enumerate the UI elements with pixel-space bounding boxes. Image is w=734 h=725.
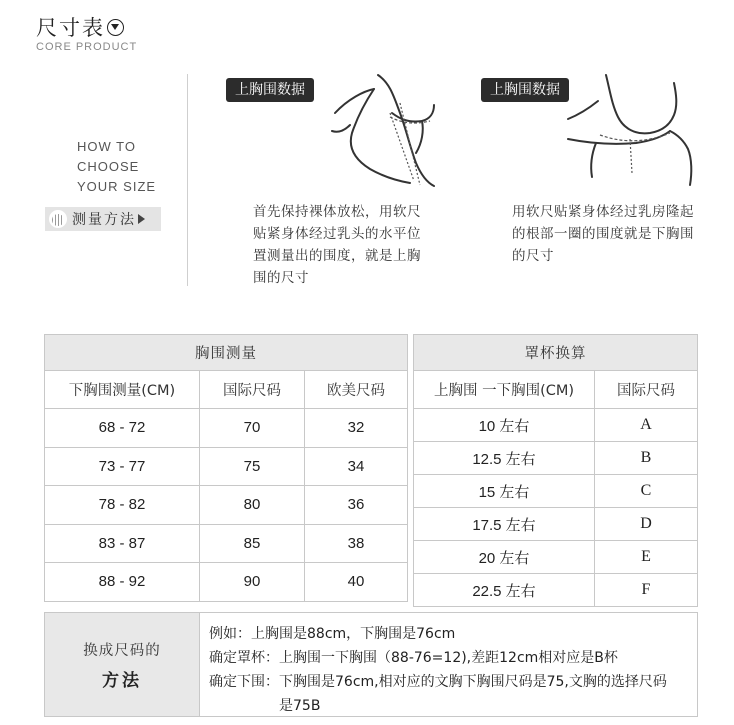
measure-method-label: 测量方法	[72, 212, 136, 228]
conversion-band-row	[209, 670, 669, 718]
column-header: 上胸围 一下胸围(CM)	[414, 371, 595, 409]
column-header: 国际尺码	[595, 371, 698, 409]
table-cell: D	[595, 508, 698, 541]
vertical-divider	[187, 74, 188, 286]
table-row	[414, 475, 698, 508]
column-header: 国际尺码	[200, 371, 305, 409]
table-cell: 73 - 77	[45, 447, 200, 486]
table-cell: C	[595, 475, 698, 508]
column-header: 欧美尺码	[305, 371, 408, 409]
table-row	[414, 574, 698, 607]
table-cell: 75	[200, 447, 305, 486]
table-cell: 38	[305, 524, 408, 563]
band-text: 下胸围是76cm,相对应的文胸下胸围尺码是75,文胸的选择尺码是75B	[279, 674, 667, 714]
table-cell: 10 左右	[414, 409, 595, 442]
table-cell: 20 左右	[414, 541, 595, 574]
page-subtitle: CORE PRODUCT	[36, 41, 138, 53]
table-cell: 22.5 左右	[414, 574, 595, 607]
how-to-line: CHOOSE	[77, 159, 140, 174]
table-row	[414, 541, 698, 574]
cup-size-table	[413, 334, 698, 607]
conversion-text-cell	[200, 613, 669, 716]
table-row	[45, 486, 408, 525]
table-row	[45, 563, 408, 602]
conversion-example: 例如：上胸围是88cm，下胸围是76cm	[209, 626, 456, 642]
conversion-cup-row	[209, 646, 669, 670]
band-label: 确定下围：	[209, 674, 279, 690]
table-cell: 83 - 87	[45, 524, 200, 563]
how-to-choose	[77, 137, 156, 197]
table-cell: 88 - 92	[45, 563, 200, 602]
table-cell: F	[595, 574, 698, 607]
table-cell: 12.5 左右	[414, 442, 595, 475]
table-cell: 36	[305, 486, 408, 525]
cup-table-title: 罩杯换算	[414, 335, 698, 371]
table-cell: B	[595, 442, 698, 475]
bust-size-table	[44, 334, 408, 602]
conversion-label-line2: 方法	[102, 670, 142, 691]
bust-table-title: 胸围测量	[45, 335, 408, 371]
table-cell: 15 左右	[414, 475, 595, 508]
table-row	[45, 524, 408, 563]
table-cell: 78 - 82	[45, 486, 200, 525]
table-row	[414, 508, 698, 541]
upper-bust-description: 首先保持裸体放松，用软尺贴紧身体经过乳头的水平位置测量出的围度，就是上胸围的尺寸	[253, 204, 421, 286]
how-to-line: YOUR SIZE	[77, 179, 157, 194]
under-bust-illustration	[566, 73, 706, 188]
table-cell: 85	[200, 524, 305, 563]
table-cell: 90	[200, 563, 305, 602]
table-cell: 32	[305, 409, 408, 448]
page-title	[36, 12, 124, 42]
table-row	[414, 409, 698, 442]
under-bust-badge: 上胸围数据	[481, 78, 569, 102]
upper-bust-illustration	[330, 73, 440, 188]
conversion-label-cell	[45, 613, 200, 716]
tape-measure-icon	[49, 210, 67, 228]
column-header: 下胸围测量(CM)	[45, 371, 200, 409]
table-cell: A	[595, 409, 698, 442]
table-row	[414, 442, 698, 475]
cup-label: 确定罩杯：	[209, 650, 279, 666]
conversion-label-line1: 换成尺码的	[83, 642, 161, 659]
upper-bust-badge: 上胸围数据	[226, 78, 314, 102]
table-cell: 70	[200, 409, 305, 448]
table-row	[45, 409, 408, 448]
under-bust-description: 用软尺贴紧身体经过乳房隆起的根部一圈的围度就是下胸围的尺寸	[512, 204, 694, 264]
cup-text: 上胸围一下胸围（88-76=12),差距12cm相对应是B杯	[279, 650, 618, 666]
table-cell: 34	[305, 447, 408, 486]
table-cell: 80	[200, 486, 305, 525]
play-arrow-icon	[138, 214, 145, 224]
table-cell: E	[595, 541, 698, 574]
table-cell: 17.5 左右	[414, 508, 595, 541]
measure-method-button[interactable]	[45, 207, 161, 231]
table-row	[45, 447, 408, 486]
table-cell: 68 - 72	[45, 409, 200, 448]
chevron-down-icon	[107, 19, 124, 36]
table-cell: 40	[305, 563, 408, 602]
conversion-method-box	[44, 612, 698, 717]
page-title-text: 尺寸表	[36, 16, 105, 40]
how-to-line: HOW TO	[77, 139, 136, 154]
